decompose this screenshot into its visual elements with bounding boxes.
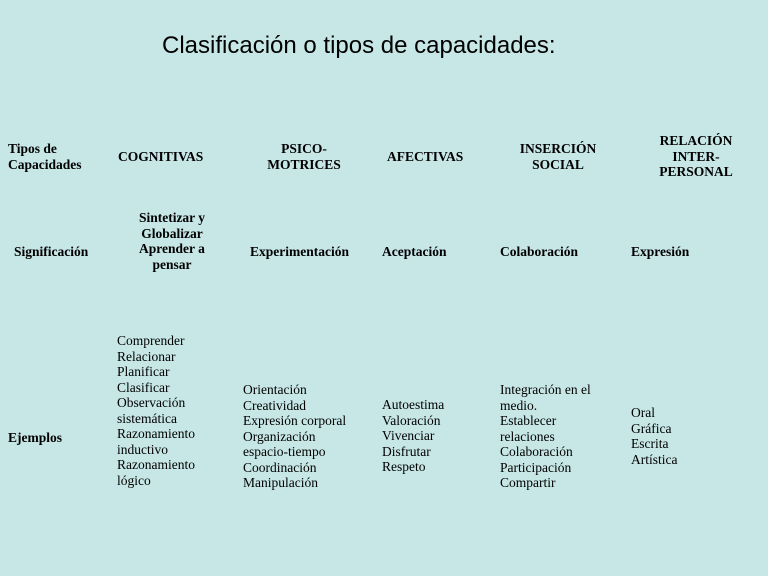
ejemplos-psicomotrices-line: Creatividad	[243, 397, 306, 413]
ejemplos-relacion-interpersonal-line: Escrita	[631, 436, 669, 451]
significacion-relacion-interpersonal-line: Expresión	[631, 244, 690, 259]
ejemplos-insercion-social-line: Colaboración	[500, 444, 573, 459]
ejemplos-psicomotrices-line: Expresión corporal	[243, 413, 347, 428]
ejemplos-psicomotrices-line: Coordinación	[243, 459, 317, 475]
ejemplos-cognitivas-line: Comprender	[117, 333, 185, 348]
significacion-cognitivas-line: Sintetizar y	[138, 210, 206, 225]
header-afectivas	[387, 149, 463, 165]
ejemplos-row-label	[8, 430, 62, 446]
significacion-cognitivas-line: Aprender a	[139, 241, 205, 256]
ejemplos-relacion-interpersonal-line: Artística	[631, 451, 678, 467]
ejemplos-psicomotrices-line: Manipulación	[243, 475, 318, 490]
ejemplos-relacion-interpersonal-line: Gráfica	[631, 420, 672, 436]
ejemplos-row-label-line: Ejemplos	[8, 430, 62, 445]
significacion-cognitivas	[112, 210, 232, 272]
header-psicomotrices-line: MOTRICES	[267, 156, 341, 172]
ejemplos-insercion-social-line: Compartir	[500, 475, 556, 490]
ejemplos-relacion-interpersonal	[631, 405, 678, 467]
ejemplos-cognitivas-line: Razonamiento	[117, 457, 195, 472]
ejemplos-afectivas-line: Valoración	[382, 412, 441, 428]
ejemplos-psicomotrices-line: Organización	[243, 428, 316, 444]
header-relacion-interpersonal	[636, 133, 756, 180]
significacion-relacion-interpersonal	[631, 244, 689, 260]
header-insercion-social-line: INSERCIÓN	[519, 141, 597, 156]
ejemplos-cognitivas-line: lógico	[117, 472, 151, 488]
significacion-psicomotrices	[250, 244, 349, 260]
header-relacion-interpersonal-line: INTER-	[672, 148, 720, 164]
ejemplos-afectivas-line: Respeto	[382, 459, 426, 474]
header-relacion-interpersonal-line: PERSONAL	[659, 164, 733, 179]
page-title: Clasificación o tipos de capacidades:	[162, 32, 556, 59]
header-afectivas-line: AFECTIVAS	[387, 149, 464, 164]
ejemplos-psicomotrices-line: Orientación	[243, 382, 307, 397]
ejemplos-insercion-social-line: relaciones	[500, 428, 555, 444]
significacion-insercion-social	[500, 244, 578, 260]
header-psicomotrices	[245, 141, 363, 172]
significacion-row-label-line: Significación	[14, 244, 89, 259]
header-row-label	[8, 141, 82, 172]
ejemplos-insercion-social-line: Participación	[500, 459, 572, 475]
ejemplos-relacion-interpersonal-line: Oral	[631, 405, 655, 420]
ejemplos-psicomotrices-line: espacio-tiempo	[243, 444, 326, 459]
ejemplos-cognitivas-line: inductivo	[117, 441, 168, 457]
ejemplos-afectivas-line: Disfrutar	[382, 443, 431, 459]
significacion-psicomotrices-line: Experimentación	[250, 244, 349, 259]
ejemplos-cognitivas-line: Observación	[117, 395, 186, 410]
ejemplos-cognitivas-line: sistemática	[117, 410, 177, 426]
ejemplos-cognitivas	[117, 333, 195, 488]
ejemplos-cognitivas-line: Relacionar	[117, 348, 176, 364]
ejemplos-psicomotrices	[243, 382, 346, 491]
header-psicomotrices-line: PSICO-	[281, 141, 327, 156]
ejemplos-cognitivas-line: Razonamiento	[117, 426, 195, 441]
significacion-row-label	[14, 244, 88, 260]
significacion-cognitivas-line: pensar	[152, 256, 192, 272]
header-relacion-interpersonal-line: RELACIÓN	[659, 133, 733, 148]
header-insercion-social	[500, 141, 616, 172]
header-row-label-line: Tipos de	[8, 141, 57, 156]
ejemplos-cognitivas-line: Planificar	[117, 364, 170, 379]
header-row-label-line: Capacidades	[8, 156, 82, 172]
ejemplos-afectivas-line: Autoestima	[382, 397, 445, 412]
ejemplos-afectivas-line: Vivenciar	[382, 428, 435, 443]
ejemplos-insercion-social	[500, 382, 591, 491]
significacion-cognitivas-line: Globalizar	[141, 225, 203, 241]
ejemplos-insercion-social-line: medio.	[500, 397, 538, 413]
header-cognitivas-line: COGNITIVAS	[118, 149, 204, 164]
ejemplos-insercion-social-line: Integración en el	[500, 382, 591, 397]
significacion-afectivas-line: Aceptación	[382, 244, 447, 259]
ejemplos-afectivas	[382, 397, 444, 475]
header-insercion-social-line: SOCIAL	[532, 156, 584, 172]
significacion-insercion-social-line: Colaboración	[500, 244, 579, 259]
header-cognitivas	[118, 149, 203, 165]
significacion-afectivas	[382, 244, 447, 260]
ejemplos-cognitivas-line: Clasificar	[117, 379, 170, 395]
ejemplos-insercion-social-line: Establecer	[500, 413, 557, 428]
